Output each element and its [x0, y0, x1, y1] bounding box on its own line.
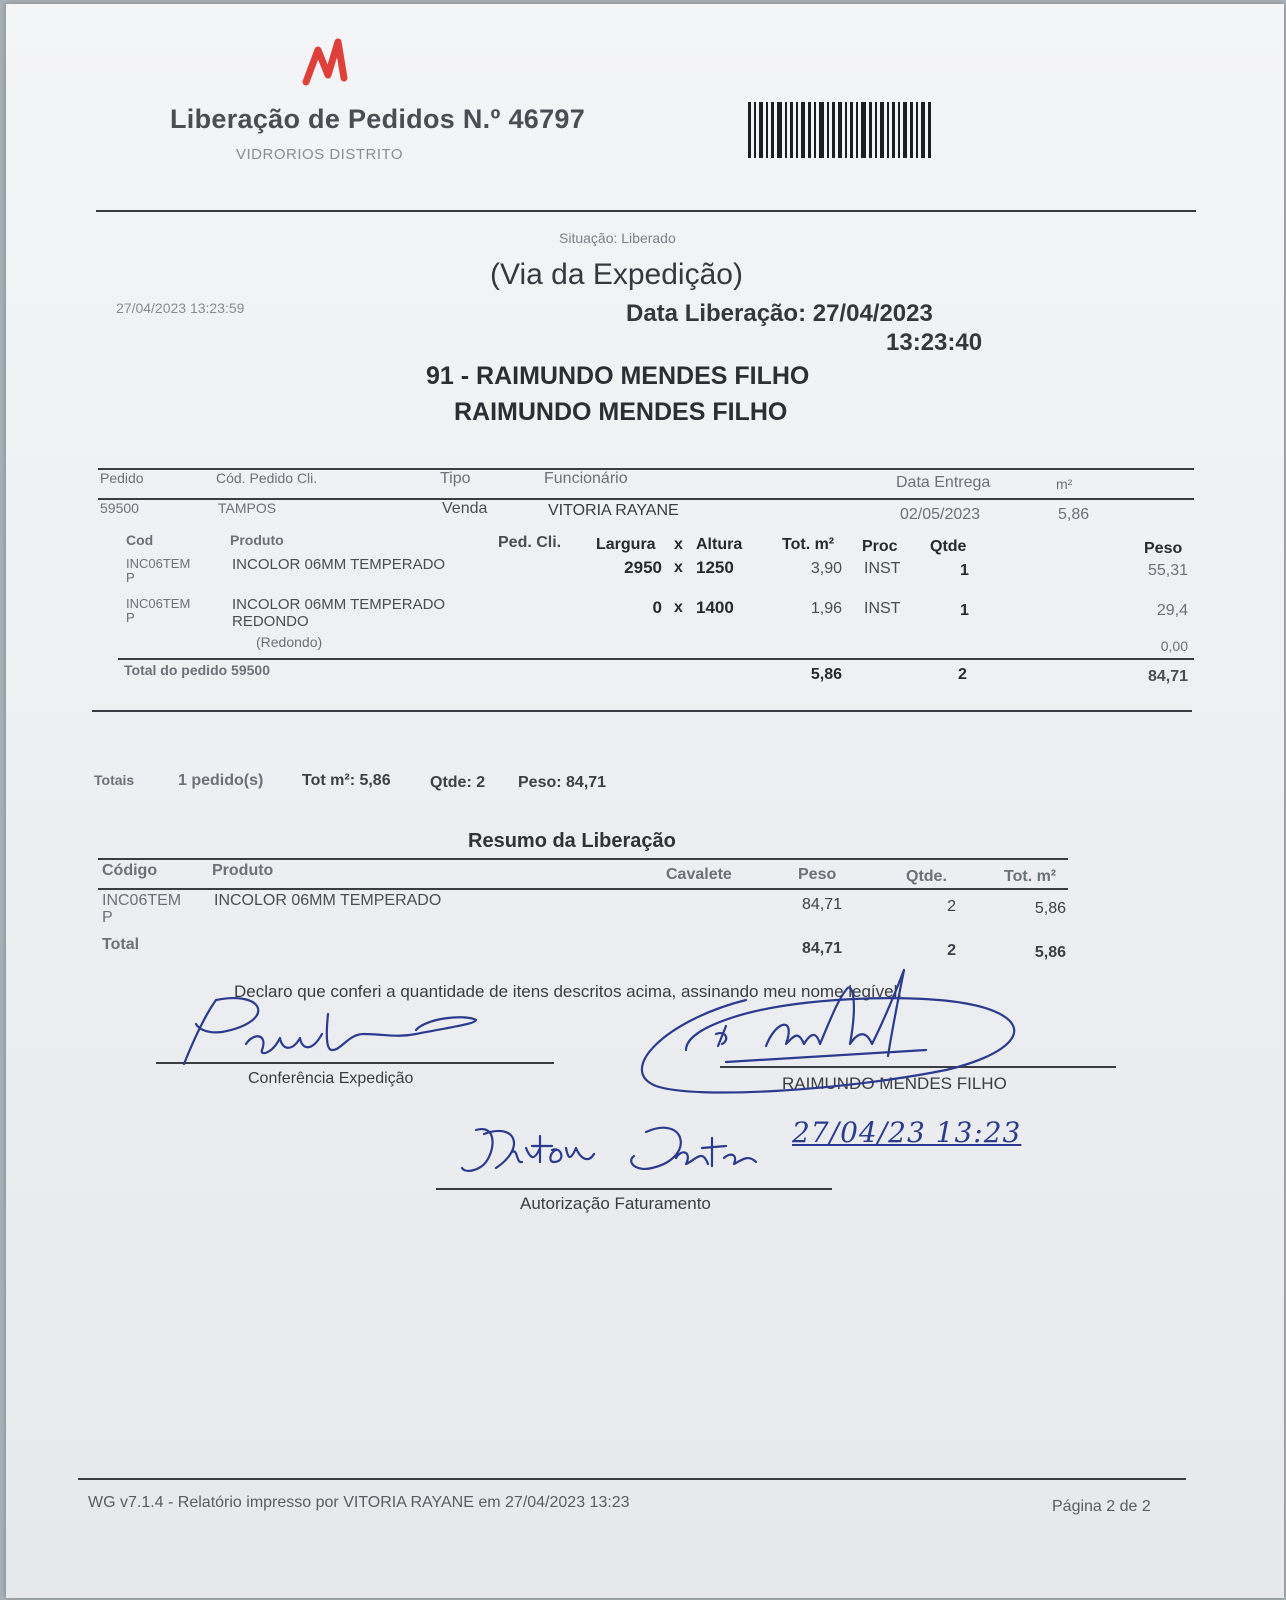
totals-tot-m2: Tot m²: 5,86 [302, 772, 391, 789]
item-2-cod-cont: P [126, 610, 135, 625]
barcode [748, 102, 948, 158]
footer-divider [78, 1478, 1186, 1480]
totals-label: Totais [94, 772, 135, 788]
conferencia-label: Conferência Expedição [248, 1070, 414, 1087]
resumo-header-peso: Peso [798, 866, 837, 883]
item-2-x: x [674, 599, 683, 616]
item-2-tot-m2: 1,96 [810, 600, 842, 617]
items-header-qtde: Qtde [930, 538, 967, 555]
resumo-header-divider [98, 888, 1068, 890]
item-2-qtde: 1 [960, 602, 969, 619]
printed-timestamp: 27/04/2023 13:23:59 [116, 300, 245, 316]
order-m2: 5,86 [1058, 506, 1090, 523]
item-1-cod-cont: P [126, 570, 135, 585]
order-tipo: Venda [442, 500, 488, 517]
release-date: Data Liberação: 27/04/2023 [626, 300, 933, 327]
autorizacao-signature [456, 1118, 766, 1188]
item-2-altura: 1400 [696, 598, 734, 617]
client-code-name: 91 - RAIMUNDO MENDES FILHO [426, 362, 810, 390]
autorizacao-signature-line [436, 1188, 832, 1190]
client-signature-label: RAIMUNDO MENDES FILHO [782, 1074, 1007, 1093]
resumo-header-cavalete: Cavalete [666, 866, 732, 883]
handwritten-date: 27/04/23 13:23 [792, 1116, 1022, 1149]
company-logo [298, 20, 368, 90]
item-1-tot-m2: 3,90 [810, 560, 842, 577]
item-1-produto: INCOLOR 06MM TEMPERADO [232, 556, 446, 573]
order-total-m2: 5,86 [810, 666, 842, 683]
items-header-ped-cli: Ped. Cli. [498, 534, 562, 551]
item-2-produto-cont: REDONDO [232, 613, 309, 630]
item-1-x: x [674, 559, 683, 576]
item-2-proc: INST [864, 600, 901, 617]
order-total-peso: 84,71 [1147, 668, 1188, 685]
order-header-pedido: Pedido [100, 470, 144, 486]
resumo-title: Resumo da Liberação [468, 830, 676, 852]
order-cod-pedido-cli: TAMPOS [218, 500, 277, 516]
resumo-row-peso: 84,71 [801, 896, 842, 913]
item-1-proc: INST [864, 560, 901, 577]
item-2-largura: 0 [652, 598, 662, 617]
item-2-peso: 29,4 [1156, 602, 1188, 619]
order-header-cod-pedido-cli: Cód. Pedido Cli. [216, 470, 318, 486]
item-2-produto: INCOLOR 06MM TEMPERADO [232, 596, 446, 613]
item-2-note: (Redondo) [256, 634, 323, 650]
resumo-header-tot-m2: Tot. m² [1004, 868, 1057, 885]
order-total-divider [118, 658, 1194, 660]
items-header-altura: Altura [696, 536, 743, 553]
item-2-cod: INC06TEM [126, 596, 191, 611]
resumo-total-qtde: 2 [947, 942, 956, 959]
document-page [6, 4, 1284, 1598]
client-signature [626, 960, 1036, 1110]
client-name: RAIMUNDO MENDES FILHO [454, 398, 788, 426]
resumo-total-tot-m2: 5,86 [1034, 944, 1066, 961]
resumo-header-produto: Produto [212, 862, 274, 879]
conferencia-signature [176, 994, 496, 1074]
item-1-altura: 1250 [696, 558, 734, 577]
release-time: 13:23:40 [886, 329, 983, 356]
item-2-note-peso: 0,00 [1160, 638, 1188, 654]
order-header-data-entrega: Data Entrega [896, 474, 991, 491]
items-header-x: x [674, 536, 683, 553]
autorizacao-label: Autorização Faturamento [520, 1194, 711, 1213]
resumo-row-produto: INCOLOR 06MM TEMPERADO [214, 892, 442, 909]
items-header-cod: Cod [126, 532, 154, 548]
order-pedido: 59500 [100, 500, 139, 516]
header-divider [96, 210, 1196, 212]
status-text: Situação: Liberado [559, 230, 676, 246]
footer-page-number: Página 2 de 2 [1052, 1498, 1151, 1515]
totals-qtde: Qtde: 2 [430, 774, 486, 791]
item-1-largura: 2950 [624, 558, 662, 577]
resumo-row-tot-m2: 5,86 [1034, 900, 1066, 917]
order-header-m2: m² [1056, 476, 1073, 492]
item-1-peso: 55,31 [1147, 562, 1188, 579]
totals-peso: Peso: 84,71 [518, 774, 607, 791]
resumo-header-codigo: Código [102, 862, 158, 879]
resumo-total-label: Total [102, 936, 140, 953]
order-total-qtde: 2 [958, 666, 967, 683]
resumo-top-border [98, 858, 1068, 860]
items-header-tot-m2: Tot. m² [782, 536, 835, 553]
resumo-row-qtde: 2 [947, 898, 956, 915]
resumo-row-codigo: INC06TEM [102, 892, 182, 909]
order-header-funcionario: Funcionário [544, 470, 628, 487]
order-header-tipo: Tipo [440, 470, 471, 487]
resumo-header-qtde: Qtde. [906, 868, 947, 885]
totals-pedidos: 1 pedido(s) [178, 772, 264, 789]
items-header-peso: Peso [1144, 540, 1183, 557]
items-header-produto: Produto [230, 532, 284, 548]
resumo-total-peso: 84,71 [801, 940, 842, 957]
declaration-text: Declaro que conferi a quantidade de itens descritos acima, assinando meu nome legível. [234, 982, 903, 1001]
item-1-cod: INC06TEM [126, 556, 191, 571]
company-name: VIDRORIOS DISTRITO [236, 146, 404, 163]
item-1-qtde: 1 [960, 562, 969, 579]
order-total-label: Total do pedido 59500 [124, 662, 270, 678]
order-data-entrega: 02/05/2023 [900, 506, 981, 523]
items-header-largura: Largura [596, 536, 656, 553]
items-header-proc: Proc [862, 538, 898, 555]
order-section-divider [92, 710, 1192, 712]
order-funcionario: VITORIA RAYANE [548, 502, 679, 519]
footer-printed-by: WG v7.1.4 - Relatório impresso por VITORIA RAYANE em 27/04/2023 13:23 [88, 1494, 630, 1511]
document-title: Liberação de Pedidos N.º 46797 [170, 104, 586, 134]
resumo-row-codigo-cont: P [102, 909, 113, 926]
copy-type: (Via da Expedição) [490, 258, 743, 291]
